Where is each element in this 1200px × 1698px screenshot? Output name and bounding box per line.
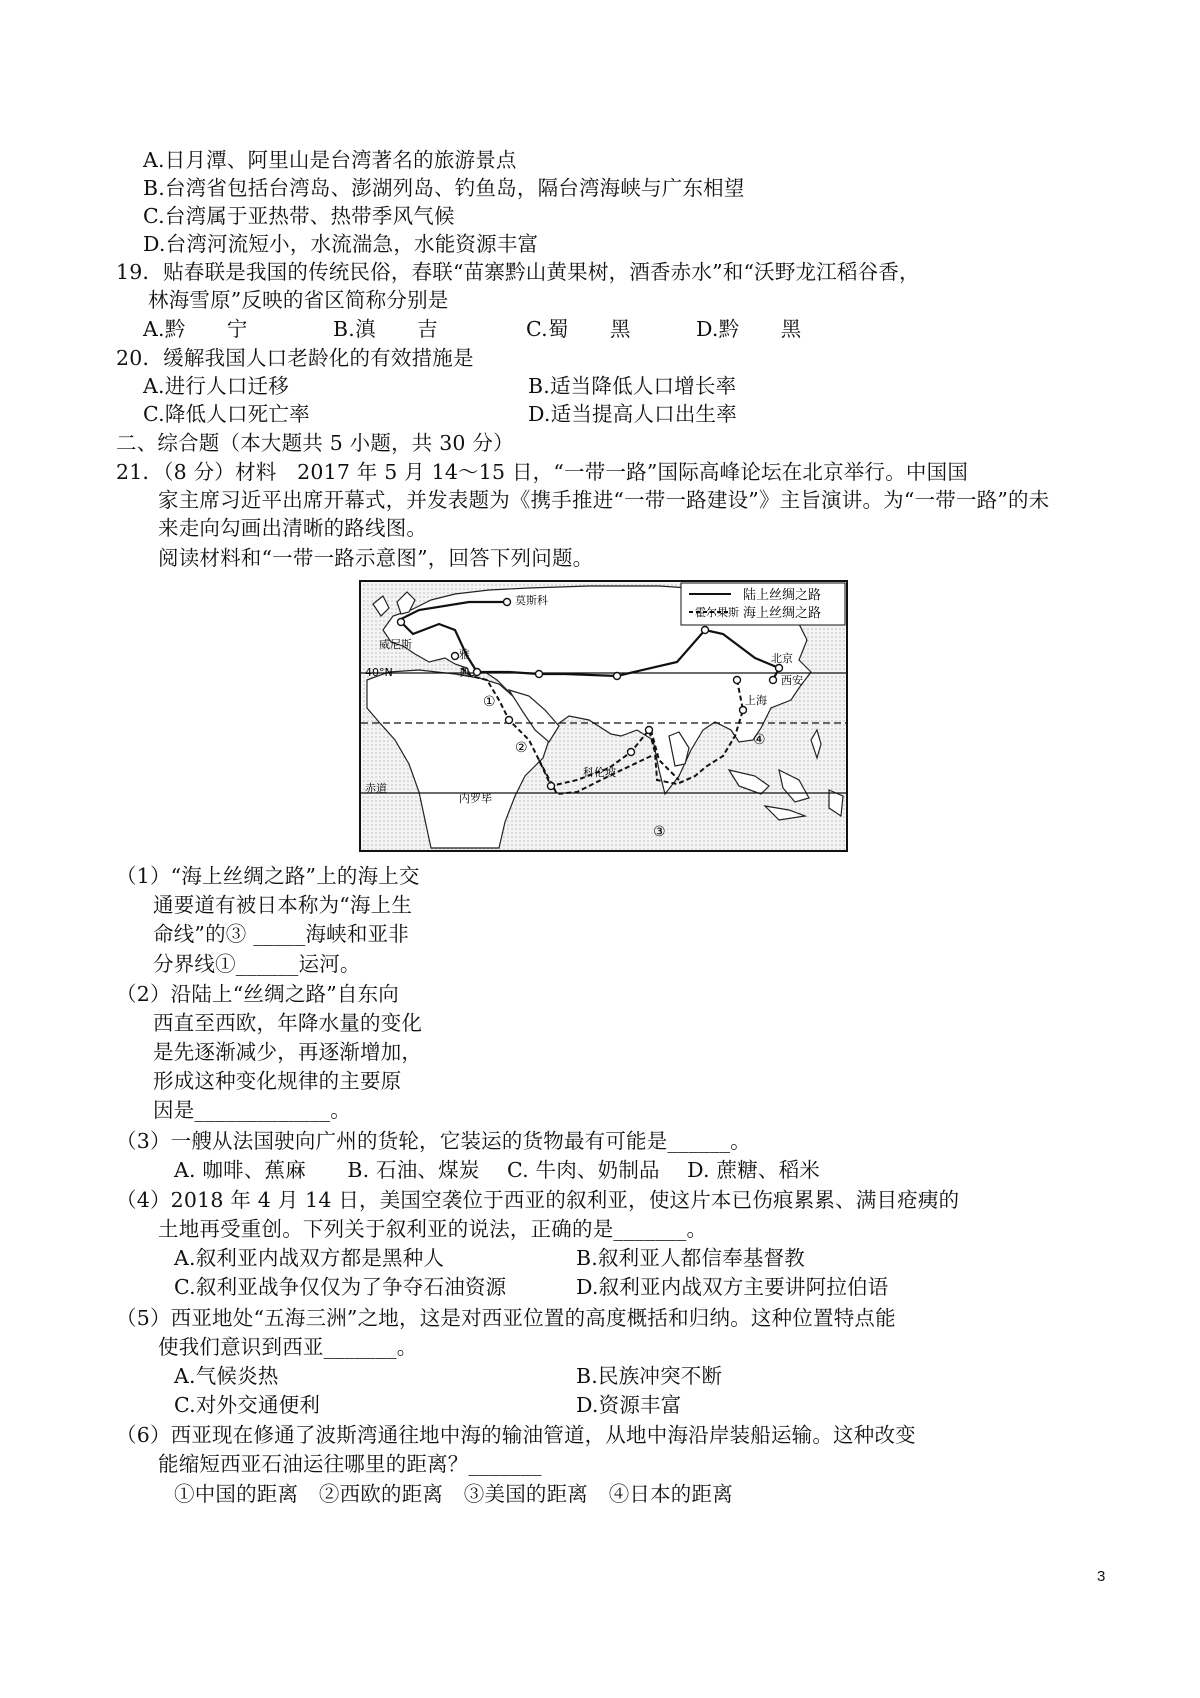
q18-option-a: A.日月潭、阿里山是台湾著名的旅游景点 bbox=[143, 148, 517, 172]
city-shanghai: 上海 bbox=[745, 694, 767, 707]
sub5-option-c: C.对外交通便利 bbox=[174, 1393, 321, 1417]
sub4-option-d: D.叙利亚内战双方主要讲阿拉伯语 bbox=[576, 1275, 889, 1299]
sub5-option-d: D.资源丰富 bbox=[576, 1393, 682, 1417]
page-number: 3 bbox=[1097, 1568, 1106, 1585]
q19-option-c: C.蜀 黑 bbox=[526, 317, 631, 341]
sub1-line4: 分界线①______运河。 bbox=[153, 952, 361, 976]
sub5-line2: 使我们意识到西亚_______。 bbox=[158, 1335, 418, 1359]
q18-option-c: C.台湾属于亚热带、热带季风气候 bbox=[143, 204, 455, 228]
q21-material-line2: 家主席习近平出席开幕式，并发表题为《携手推进“一带一路建设”》主旨演讲。为“一带一路”的未 bbox=[158, 488, 1050, 512]
q18-option-d: D.台湾河流短小，水流湍急，水能资源丰富 bbox=[143, 232, 539, 256]
city-xian: 西安 bbox=[781, 674, 803, 687]
q19-stem-line2: 林海雪原”反映的省区简称分别是 bbox=[148, 288, 449, 312]
marker-4: ④ bbox=[753, 732, 766, 748]
legend-sea-label: 海上丝绸之路 bbox=[743, 606, 822, 621]
q20-option-a: A.进行人口迁移 bbox=[143, 374, 289, 398]
section-heading: 二、综合题（本大题共 5 小题，共 30 分） bbox=[116, 431, 514, 455]
sub4-line2: 土地再受重创。下列关于叙利亚的说法，正确的是_______。 bbox=[158, 1217, 708, 1241]
q19-option-d: D.黔 黑 bbox=[696, 317, 802, 341]
q19-stem-line1: 19．贴春联是我国的传统民俗，春联“苗寨黔山黄果树，酒香赤水”和“沃野龙江稻谷香， bbox=[116, 260, 920, 284]
sub3-stem: （3）一艘从法国驶向广州的货轮，它装运的货物最有可能是______。 bbox=[116, 1129, 751, 1153]
city-venice: 威尼斯 bbox=[379, 638, 412, 651]
sub4-line1: （4）2018 年 4 月 14 日，美国空袭位于西亚的叙利亚，使这片本已伤痕累累、满目疮痍的 bbox=[116, 1188, 960, 1212]
q19-option-a: A.黔 宁 bbox=[143, 317, 248, 341]
sub6-line1: （6）西亚现在修通了波斯湾通往地中海的输油管道，从地中海沿岸装船运输。这种改变 bbox=[116, 1423, 916, 1447]
q18-option-b: B.台湾省包括台湾岛、澎湖列岛、钓鱼岛，隔台湾海峡与广东相望 bbox=[143, 176, 745, 200]
q21-material-line3: 来走向勾画出清晰的路线图。 bbox=[158, 516, 428, 540]
legend-land-label: 陆上丝绸之路 bbox=[743, 588, 822, 603]
equator-label: 赤道 bbox=[365, 782, 387, 795]
sub6-line2: 能缩短西亚石油运往哪里的距离？_______ bbox=[158, 1452, 542, 1476]
marker-2: ② bbox=[515, 740, 528, 756]
sub4-option-b: B.叙利亚人都信奉基督教 bbox=[576, 1246, 805, 1270]
sub2-line1: （2）沿陆上“丝绸之路”自东向 bbox=[116, 982, 400, 1006]
city-khorgas: 霍尔果斯 bbox=[695, 606, 739, 619]
sub1-line1: （1）“海上丝绸之路”上的海上交 bbox=[116, 864, 420, 888]
belt-road-map bbox=[359, 580, 848, 852]
city-athens-2: 典 bbox=[459, 666, 470, 679]
sub1-line2: 通要道有被日本称为“海上生 bbox=[153, 893, 413, 917]
marker-3: ③ bbox=[653, 824, 666, 840]
sub1-line3: 命线”的③ _____海峡和亚非 bbox=[153, 922, 409, 946]
sub3-options: A. 咖啡、蕉麻 B. 石油、煤炭 C. 牛肉、奶制品 D. 蔗糖、稻米 bbox=[174, 1158, 820, 1182]
q20-option-d: D.适当提高人口出生率 bbox=[528, 402, 737, 426]
marker-1: ① bbox=[483, 694, 496, 710]
city-colombo: 科伦坡 bbox=[583, 766, 616, 779]
sub2-line5: 因是_____________。 bbox=[153, 1098, 351, 1122]
q20-option-b: B.适当降低人口增长率 bbox=[528, 374, 737, 398]
sub2-line2: 西直至西欧，年降水量的变化 bbox=[153, 1011, 423, 1035]
sub5-option-a: A.气候炎热 bbox=[174, 1364, 279, 1388]
sub5-option-b: B.民族冲突不断 bbox=[576, 1364, 723, 1388]
sub5-line1: （5）西亚地处“五海三洲”之地，这是对西亚位置的高度概括和归纳。这种位置特点能 bbox=[116, 1306, 896, 1330]
sub4-option-c: C.叙利亚战争仅仅为了争夺石油资源 bbox=[174, 1275, 507, 1299]
lat-40n-label: 40°N bbox=[365, 666, 393, 679]
q19-option-b: B.滇 吉 bbox=[333, 317, 438, 341]
city-moscow: 莫斯科 bbox=[515, 594, 548, 607]
sub6-options: ①中国的距离 ②西欧的距离 ③美国的距离 ④日本的距离 bbox=[174, 1482, 733, 1506]
sub2-line4: 形成这种变化规律的主要原 bbox=[153, 1069, 402, 1093]
city-athens-1: 雅 bbox=[459, 648, 470, 661]
q21-instruction: 阅读材料和“一带一路示意图”，回答下列问题。 bbox=[158, 546, 594, 570]
city-nairobi: 内罗毕 bbox=[459, 792, 492, 805]
sub2-line3: 是先逐渐减少，再逐渐增加， bbox=[153, 1040, 423, 1064]
belt-road-map-svg bbox=[359, 580, 848, 852]
q21-material-line1: 21．（8 分）材料 2017 年 5 月 14～15 日，“一带一路”国际高峰论坛在北京举行。中国国 bbox=[116, 460, 969, 484]
sub4-option-a: A.叙利亚内战双方都是黑种人 bbox=[174, 1246, 445, 1270]
q20-stem: 20．缓解我国人口老龄化的有效措施是 bbox=[116, 346, 474, 370]
city-beijing: 北京 bbox=[771, 652, 793, 665]
q20-option-c: C.降低人口死亡率 bbox=[143, 402, 310, 426]
